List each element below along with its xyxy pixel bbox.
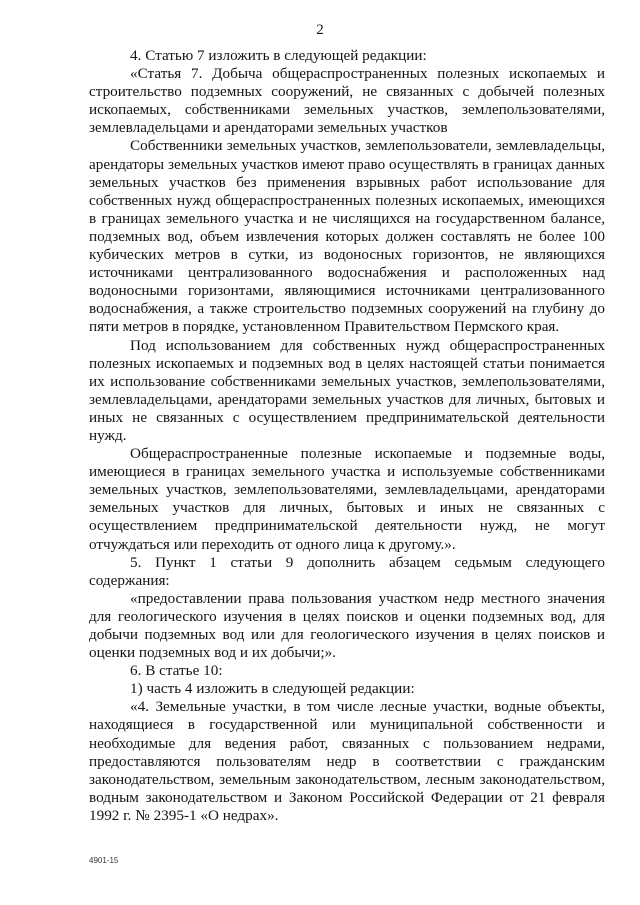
paragraph-amend-article-7: 4. Статью 7 изложить в следующей редакции: bbox=[130, 47, 427, 64]
paragraph-part-4-text: «4. Земельные участки, в том числе лесные участки, водные объекты, находящиеся в государственной или муниципальной собственности и необходимые для ведения работ, связанных с пользованием недрами, предоставляются пользователям недр в соответствии с гражданским законодательством, земельным законодательством, лесным законодательством, водным законодательством и Законом Российской Федерации от 21 февраля 1992 г. № 2395-1 «О недрах». bbox=[89, 698, 605, 824]
paragraph-article-10-heading: 6. В статье 10: bbox=[130, 662, 223, 680]
document-code: 4901-15 bbox=[89, 856, 119, 865]
document-body bbox=[89, 47, 605, 825]
paragraph-own-needs-definition: Под использованием для собственных нужд общераспространенных полезных ископаемых и подземных вод в целях настоящей статьи понимается их использование собственниками земельных участков, землепользователями, землевладельцами, арендаторами земельных участков для личных, бытовых и иных не связанных с осуществлением предпринимательской деятельности нужд. bbox=[89, 336, 605, 444]
paragraph-new-paragraph-seven: «предоставлении права пользования участком недр местного значения для геологического изучения в целях поисков и оценки подземных вод, для добычи подземных вод или для геологического изучения в целях поисков и оценки подземных вод и их добычи;». bbox=[89, 589, 605, 662]
paragraph-part-4-amend: 1) часть 4 изложить в следующей редакции: bbox=[130, 680, 415, 698]
paragraph-no-alienation: Общераспространенные полезные ископаемые и подземные воды, имеющиеся в границах земельного участка и используемые собственниками земельных участков, землепользователями, землевладельцами, арендаторами земельных участков для личных, бытовых и иных не связанных с осуществлением предпринимательской деятельности нужд, не могут отчуждаться или переходить от одного лица к другому.». bbox=[89, 445, 605, 553]
paragraph-amend-article-9: 5. Пункт 1 статьи 9 дополнить абзацем седьмым следующего содержания: bbox=[89, 553, 605, 589]
paragraph-owners-rights: Собственники земельных участков, землепользователи, землевладельцы, арендаторы земельных участков имеют право осуществлять в границах данных земельных участков без применения взрывных работ использование для собственных нужд общераспространенных полезных ископаемых, имеющихся в границах земельного участка и не числящихся на государственном балансе, подземных вод, объем извлечения которых должен составлять не более 100 кубических метров в сутки, из водоносных горизонтов, не являющихся источниками централизованного водоснабжения и расположенных над водоносными горизонтами, являющимися источниками централизованного водоснабжения, а также строительство подземных сооружений на глубину до пяти метров в порядке, установленном Правительством Пермского края. bbox=[89, 137, 605, 336]
page-number: 2 bbox=[316, 22, 324, 38]
paragraph-article-7-title: «Статья 7. Добыча общераспространенных полезных ископаемых и строительство подземных сооружений, не связанных с добычей полезных ископаемых, собственниками земельных участков, землепользователями, землевладельцами и арендаторами земельных участков bbox=[89, 65, 605, 137]
